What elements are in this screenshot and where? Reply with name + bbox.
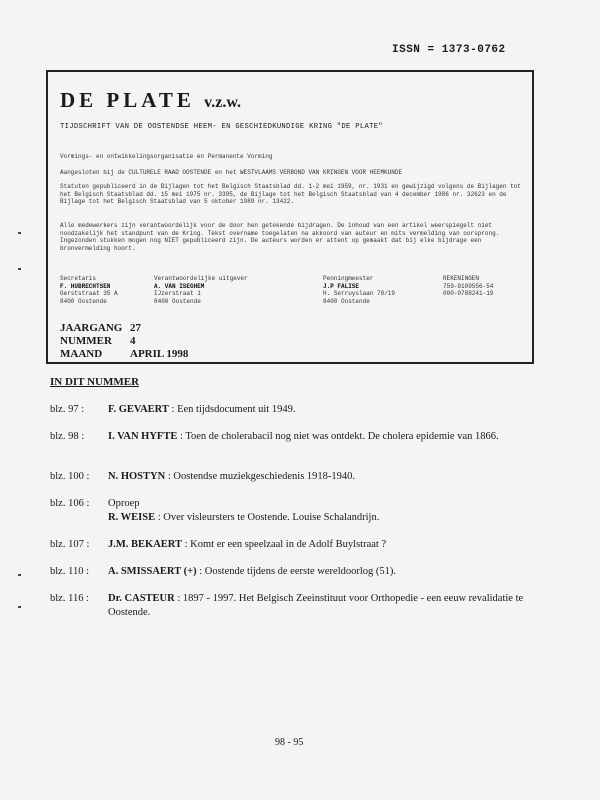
entry-author: A. SMISSAERT (+) xyxy=(108,566,197,577)
entry-text: : Een tijdsdocument uit 1949. xyxy=(168,404,296,415)
entry-page: blz. 116 : xyxy=(50,593,89,604)
entry-author: J.M. BEKAERT xyxy=(108,539,183,550)
vorming-line: Vormings- en ontwikkelingsorganisatie en Permanente Vorming xyxy=(60,153,273,160)
nummer-value: 4 xyxy=(130,335,136,347)
issn: ISSN = 1373-0762 xyxy=(392,44,506,56)
secretaris-addr2: 8400 Oostende xyxy=(60,297,107,305)
page-numbers: 98 - 95 xyxy=(275,737,304,748)
toc-entry xyxy=(50,403,550,417)
aangesloten-line: Aangesloten bij de CULTURELE RAAD OOSTENDE en het WESTVLAAMS VERBOND VAN KRINGEN VOOR HEEMKUNDE xyxy=(60,169,403,176)
toc-entry xyxy=(50,538,550,552)
penningmeester-label: Penningmeester xyxy=(323,275,374,282)
statuten-text: Statuten gepubliceerd in de Bijlagen tot het Belgisch Staatsblad dd. 1-2 mei 1959, nr. 1931 en gewijzigd volgens de Bijlagen tot het Belgisch Staatsblad dd. 15 mei 1975 nr. 3395, de Bijlage tot het Belgisch Staatsblad van 4 december 1986 nr. 32623 en de Bijlage tot het Belgisch Staatsblad van 5 oktober 1989 nr. 13422. xyxy=(60,183,521,206)
penningmeester-addr1: H. Serruyslaan 78/19 xyxy=(323,290,396,298)
jaargang-label: JAARGANG xyxy=(60,322,123,334)
secretaris-block xyxy=(60,275,118,305)
rekeningen-block xyxy=(443,275,493,298)
jaargang-value: 27 xyxy=(130,322,141,334)
uitgever-block xyxy=(154,275,248,305)
toc-title: IN DIT NUMMER xyxy=(50,376,140,388)
maand-value: APRIL 1998 xyxy=(130,348,189,360)
uitgever-name: A. VAN ISEGHEM xyxy=(154,282,205,290)
uitgever-addr1: IJzerstraat 1 xyxy=(154,290,201,298)
secretaris-name: F. HUBRECHTSEN xyxy=(60,282,111,290)
uitgever-label: Verantwoordelijke uitgever xyxy=(154,275,248,282)
penningmeester-name: J.P FALISE xyxy=(323,282,360,290)
secretaris-label: Secretaris xyxy=(60,275,97,282)
entry-text: : Oostende tijdens de eerste wereldoorlog (51). xyxy=(196,566,397,577)
uitgever-addr2: 8400 Oostende xyxy=(154,297,201,305)
entry-text: : Toen de cholerabacil nog niet was ontdekt. De cholera epidemie van 1866. xyxy=(177,431,499,442)
toc-entry xyxy=(50,592,550,620)
toc-entry xyxy=(50,497,550,525)
entry-page: blz. 97 : xyxy=(50,404,85,415)
scan-mark xyxy=(18,268,21,270)
secretaris-addr1: Gerststraat 35 A xyxy=(60,290,118,298)
scan-mark xyxy=(18,232,21,234)
scan-mark xyxy=(18,606,21,608)
entry-pre: Oproep xyxy=(108,498,140,509)
subtitle: TIJDSCHRIFT VAN DE OOSTENDSE HEEM- EN GESCHIEDKUNDIGE KRING "DE PLATE" xyxy=(60,123,383,131)
maand-label: MAAND xyxy=(60,348,103,360)
entry-text: : Oostendse muziekgeschiedenis 1918-1940. xyxy=(165,471,356,482)
toc-entry xyxy=(50,470,550,484)
entry-author: N. HOSTYN xyxy=(108,471,166,482)
entry-author: R. WEISE xyxy=(108,512,156,523)
issue-meta xyxy=(60,322,188,361)
entry-text: : Over visleursters te Oostende. Louise Schalandrijn. xyxy=(155,512,380,523)
rekeningen-label: REKENINGEN xyxy=(443,275,480,282)
entry-page: blz. 98 : xyxy=(50,431,85,442)
penningmeester-addr2: 8400 Oostende xyxy=(323,297,370,305)
penningmeester-block xyxy=(323,275,395,305)
entry-page: blz. 100 : xyxy=(50,471,90,482)
entry-text: : 1897 - 1997. Het Belgisch Zeeinstituut voor Orthopedie - een eeuw revalidatie te Oostende. xyxy=(108,593,524,618)
entry-text: : Komt er een speelzaal in de Adolf Buylstraat ? xyxy=(182,539,387,550)
entry-page: blz. 106 : xyxy=(50,498,90,509)
scan-mark xyxy=(18,574,21,576)
notes-text: Alle medewerkers zijn verantwoordelijk voor de door hen getekende bijdragen. De inhoud van een artikel weerspiegelt niet noodzakelijk het standpunt van de Kring. Tekst overname toegelaten na akkoord van auteur en mits vermelding van oorsprong. Ingezonden stukken mogen nog NIET gepubliceerd zijn. De auteurs worden er attent op gemaakt dat bij elke bijdrage een bronvermelding hoort. xyxy=(60,222,500,252)
nummer-label: NUMMER xyxy=(60,335,112,347)
entry-author: Dr. CASTEUR xyxy=(108,593,175,604)
entry-author: I. VAN HYFTE xyxy=(108,431,178,442)
title-suffix: v.z.w. xyxy=(204,94,242,111)
rekening-1: 759-9109556-54 xyxy=(443,282,494,290)
masthead-box xyxy=(46,70,534,364)
rekening-2: 000-0788241-19 xyxy=(443,290,494,298)
toc-entry xyxy=(50,430,550,444)
entry-page: blz. 107 : xyxy=(50,539,90,550)
toc-entry xyxy=(50,565,550,579)
journal-title xyxy=(60,88,241,113)
entry-page: blz. 110 : xyxy=(50,566,89,577)
title-main: DE PLATE xyxy=(60,88,195,112)
entry-author: F. GEVAERT xyxy=(108,404,169,415)
